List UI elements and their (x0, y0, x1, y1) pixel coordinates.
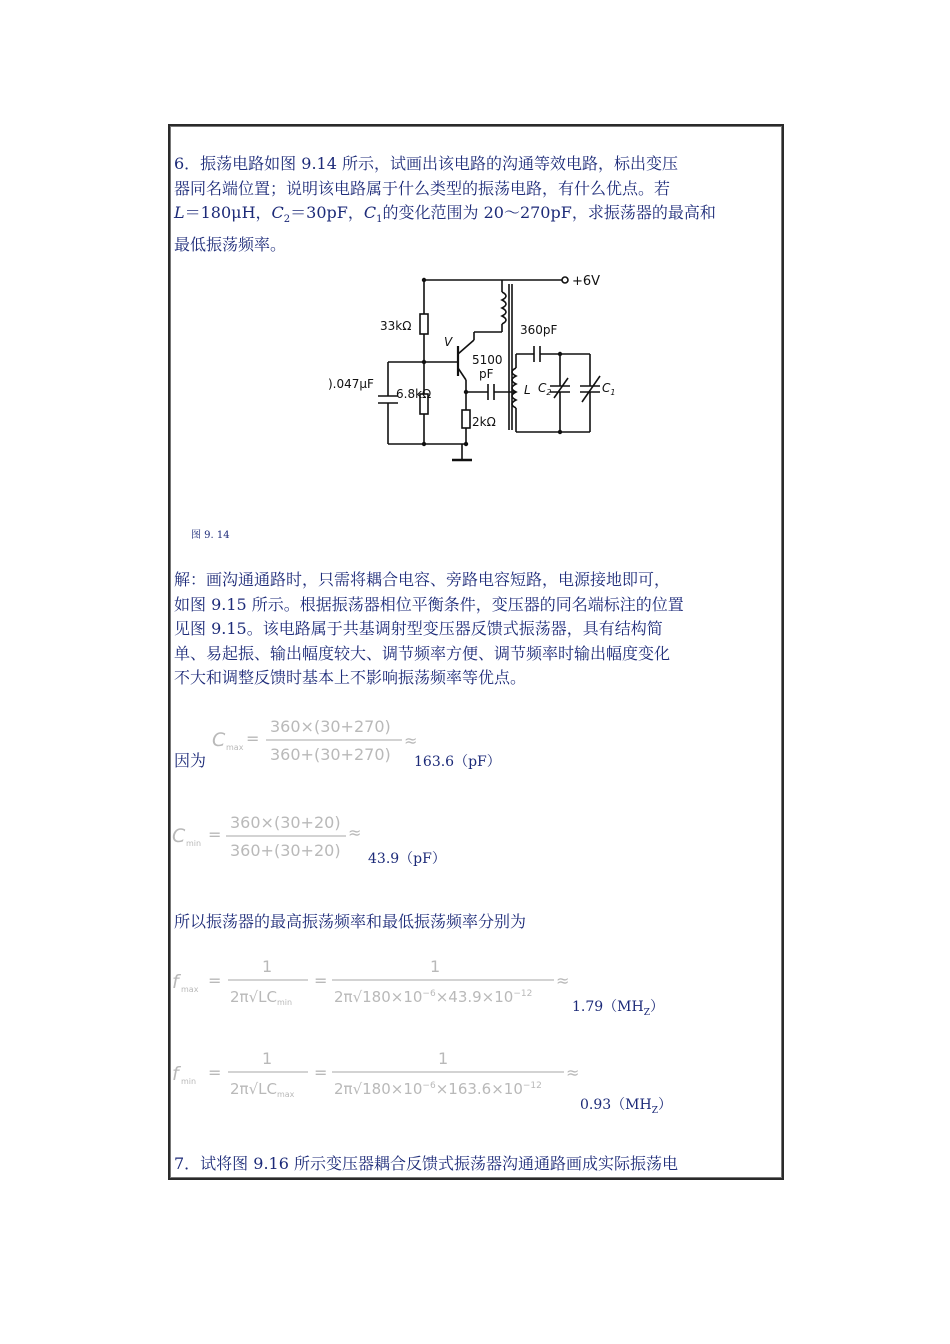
so-text: 所以振荡器的最高振荡频率和最低振荡频率分别为 (174, 912, 527, 931)
svg-text:≈: ≈ (348, 823, 362, 842)
svg-text:C: C (212, 729, 226, 751)
label-r1: 33kΩ (380, 319, 412, 333)
svg-text:1: 1 (262, 957, 273, 976)
supply-terminal (562, 277, 568, 283)
solution-line5: 不大和调整反馈时基本上不影响振荡频率等优点。 (174, 668, 527, 687)
svg-text:min: min (181, 1077, 197, 1086)
svg-text:=: = (246, 729, 260, 748)
label-c-bypass: ).047μF (328, 377, 374, 391)
cap-C2-trim (554, 378, 568, 398)
inductor-L (512, 368, 516, 408)
var-C2: C (271, 203, 284, 222)
label-c2: $C_2$ (538, 381, 552, 397)
svg-text:360×(30+270): 360×(30+270) (270, 717, 391, 736)
label-r3: 2kΩ (472, 415, 496, 429)
transformer-primary-coil (502, 292, 506, 324)
var-C1: C (363, 203, 377, 222)
svg-text:f: f (172, 971, 179, 993)
because-label: 因为 (174, 751, 207, 770)
svg-text:2π√180×10−6×43.9×10−12: $2\pi√180\times 10^{-6}\times 43.9\times 10^{-12}$ (334, 988, 533, 1006)
problem7-line1: 7．试将图 9.16 所示变压器耦合反馈式振荡器沟通通路画成实际振荡电 (174, 1154, 678, 1173)
fmax-value: $1.79(MH_Z)$ (572, 999, 664, 1018)
cap-C1-variable-arrow (582, 376, 600, 402)
fmax-formula (172, 954, 572, 1010)
fmin-formula (172, 1046, 582, 1102)
cmax-value: 163.6（pF） (414, 754, 501, 770)
text-C1-range: 的变化范围为 20～270pF，求振荡器的最高和 (382, 203, 716, 222)
svg-text:max: max (226, 743, 244, 752)
svg-text:max: max (181, 985, 199, 994)
resistor-33k (420, 314, 428, 334)
label-c-couple-a: 5100 (472, 353, 503, 367)
svg-text:2π√180×10−6×163.6×10−12: $2\pi√180\times 10^{-6}\times 163.6\times 10^{-12}$ (334, 1080, 542, 1098)
solution-text (174, 568, 774, 691)
var-C1-sub: 1 (376, 214, 383, 226)
svg-text:C: C (172, 825, 186, 847)
svg-text:=: = (314, 971, 328, 990)
problem6-line4: 最低振荡频率。 (174, 234, 287, 254)
text-C2-value: ＝30pF， (290, 203, 364, 222)
svg-text:f: f (172, 1063, 179, 1085)
var-C2-sub: 2 (283, 214, 291, 226)
svg-text:=: = (208, 825, 222, 844)
svg-text:360+(30+20): 360+(30+20) (230, 841, 341, 860)
transistor-emitter (458, 368, 466, 380)
text-L-value: ＝180μH， (184, 203, 272, 222)
label-c1: $C_1$ (602, 381, 616, 397)
var-L: L (174, 203, 185, 222)
svg-text:1: 1 (438, 1049, 449, 1068)
label-r2: 6.8kΩ (396, 387, 432, 401)
svg-text:2π√LCmin: $2\pi√LC_{min}$ (230, 988, 293, 1007)
cmin-formula (172, 808, 372, 864)
label-supply: +6V (572, 274, 601, 289)
svg-text:1: 1 (262, 1049, 273, 1068)
svg-text:≈: ≈ (404, 731, 418, 750)
problem6-line3 (174, 201, 774, 233)
cmin-value: 43.9（pF） (368, 851, 446, 867)
problem6-text (174, 152, 774, 257)
label-c-couple-b: pF (479, 367, 494, 381)
problem6-line2: 器同名端位置；说明该电路属于什么类型的振荡电路，有什么优点。若 (174, 178, 671, 198)
cmax-formula (212, 712, 422, 768)
svg-text:1: 1 (430, 957, 441, 976)
fmin-value: $0.93(MH_Z)$ (580, 1097, 672, 1116)
svg-text:2π√LCmax: $2\pi√LC_{max}$ (230, 1080, 295, 1099)
label-inductor: L (524, 383, 531, 397)
svg-text:≈: ≈ (566, 1063, 580, 1082)
svg-text:=: = (208, 1063, 222, 1082)
label-transistor: V (444, 335, 453, 349)
solution-line2: 如图 9.15 所示。根据振荡器相位平衡条件，变压器的同名端标注的位置 (174, 594, 684, 614)
circuit-diagram (326, 270, 626, 470)
solution-line1: 解：画沟通通路时，只需将耦合电容、旁路电容短路，电源接地即可， (174, 570, 671, 589)
transistor-collector (458, 340, 474, 354)
problem6-line1: 6．振荡电路如图 9.14 所示，试画出该电路的沟通等效电路，标出变压 (174, 154, 678, 173)
resistor-2k (462, 410, 470, 428)
label-c3: 360pF (520, 323, 558, 337)
svg-text:min: min (186, 839, 202, 848)
solution-line4: 单、易起振、输出幅度较大、调节频率方便、调节频率时输出幅度变化 (174, 643, 671, 663)
svg-text:=: = (208, 971, 222, 990)
solution-line3: 见图 9.15。该电路属于共基调射型变压器反馈式振荡器，具有结构简 (174, 619, 663, 638)
svg-text:360+(30+270): 360+(30+270) (270, 745, 391, 764)
svg-text:360×(30+20): 360×(30+20) (230, 813, 341, 832)
figure-caption: 图 9. 14 (191, 530, 230, 541)
svg-text:≈: ≈ (556, 971, 570, 990)
svg-text:=: = (314, 1063, 328, 1082)
